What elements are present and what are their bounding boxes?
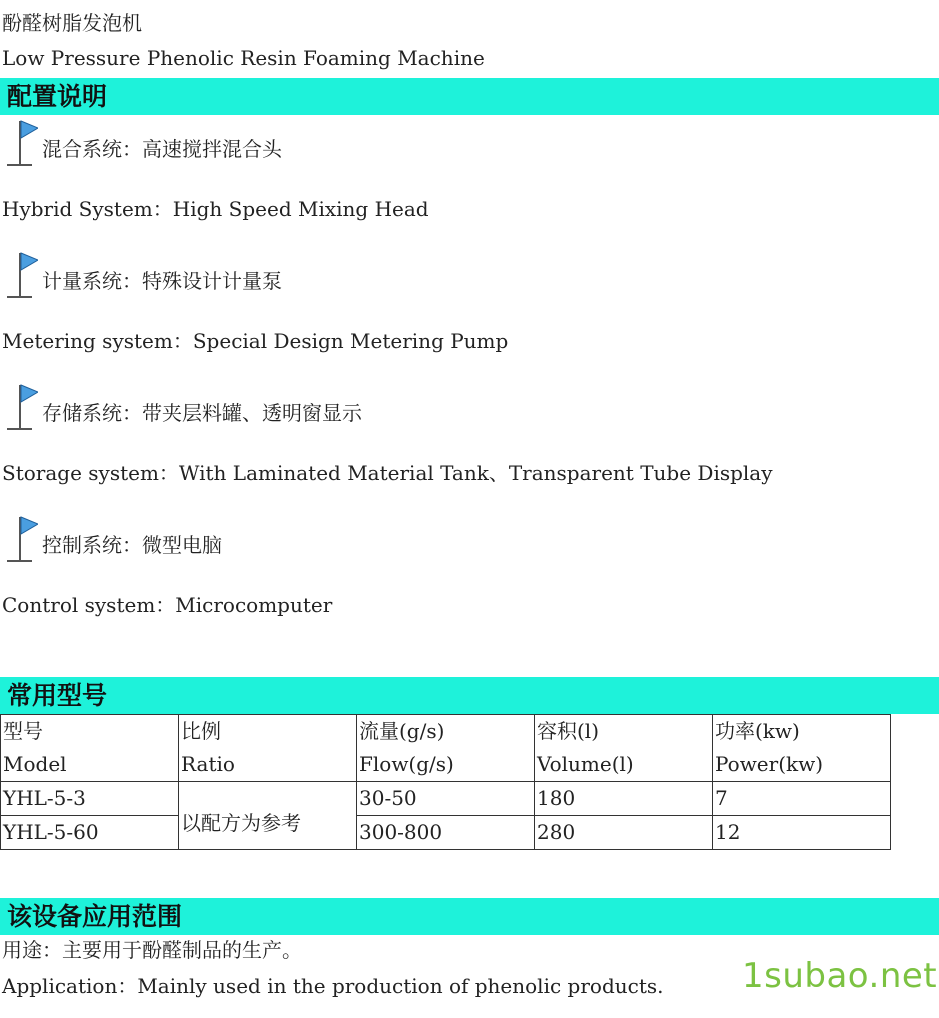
table-header-row (1, 715, 891, 782)
cell-model: YHL-5-3 (1, 782, 179, 816)
config-item-en: Storage system：With Laminated Material Tank、Transparent Tube Display (2, 461, 773, 485)
cell-power: 12 (713, 816, 891, 850)
title-en: Low Pressure Phenolic Resin Foaming Machine (2, 46, 485, 70)
watermark: 1subao.net (742, 956, 938, 996)
config-item-cn: 存储系统：带夹层料罐、透明窗显示 (42, 401, 362, 425)
application-cn: 用途：主要用于酚醛制品的生产。 (2, 938, 302, 962)
column-header-cn: 流量(g/s) (359, 719, 445, 743)
flag-icon (4, 514, 38, 564)
flag-icon (4, 118, 38, 168)
column-header-model (1, 715, 179, 782)
cell-volume: 280 (535, 816, 713, 850)
models-table (0, 714, 891, 850)
config-item-cn: 混合系统：高速搅拌混合头 (42, 137, 282, 161)
column-header-cn: 容积(l) (537, 719, 600, 743)
column-header-en: Model (3, 752, 67, 776)
config-item-en: Control system：Microcomputer (2, 593, 333, 617)
column-header-power (713, 715, 891, 782)
column-header-flow (357, 715, 535, 782)
column-header-volume (535, 715, 713, 782)
cell-model: YHL-5-60 (1, 816, 179, 850)
config-item-en: Metering system：Special Design Metering Pump (2, 329, 509, 353)
config-item-en: Hybrid System：High Speed Mixing Head (2, 197, 429, 221)
cell-ratio: 以配方为参考 (179, 782, 357, 850)
application-en: Application：Mainly used in the production of phenolic products. (2, 974, 664, 998)
cell-flow: 300-800 (357, 816, 535, 850)
cell-volume: 180 (535, 782, 713, 816)
column-header-en: Volume(l) (537, 752, 634, 776)
title-cn: 酚醛树脂发泡机 (2, 11, 142, 35)
config-item-cn: 控制系统：微型电脑 (42, 533, 222, 557)
flag-icon (4, 250, 38, 300)
cell-flow: 30-50 (357, 782, 535, 816)
flag-icon (4, 382, 38, 432)
column-header-en: Ratio (181, 752, 235, 776)
column-header-cn: 功率(kw) (715, 719, 800, 743)
config-item-cn: 计量系统：特殊设计计量泵 (42, 269, 282, 293)
column-header-cn: 比例 (181, 719, 221, 743)
table-row (1, 816, 891, 850)
config-heading: 配置说明 (0, 78, 939, 115)
models-heading: 常用型号 (0, 677, 939, 714)
column-header-en: Flow(g/s) (359, 752, 454, 776)
table-row (1, 782, 891, 816)
cell-power: 7 (713, 782, 891, 816)
application-heading: 该设备应用范围 (0, 898, 939, 935)
column-header-ratio (179, 715, 357, 782)
column-header-en: Power(kw) (715, 752, 824, 776)
column-header-cn: 型号 (3, 719, 43, 743)
